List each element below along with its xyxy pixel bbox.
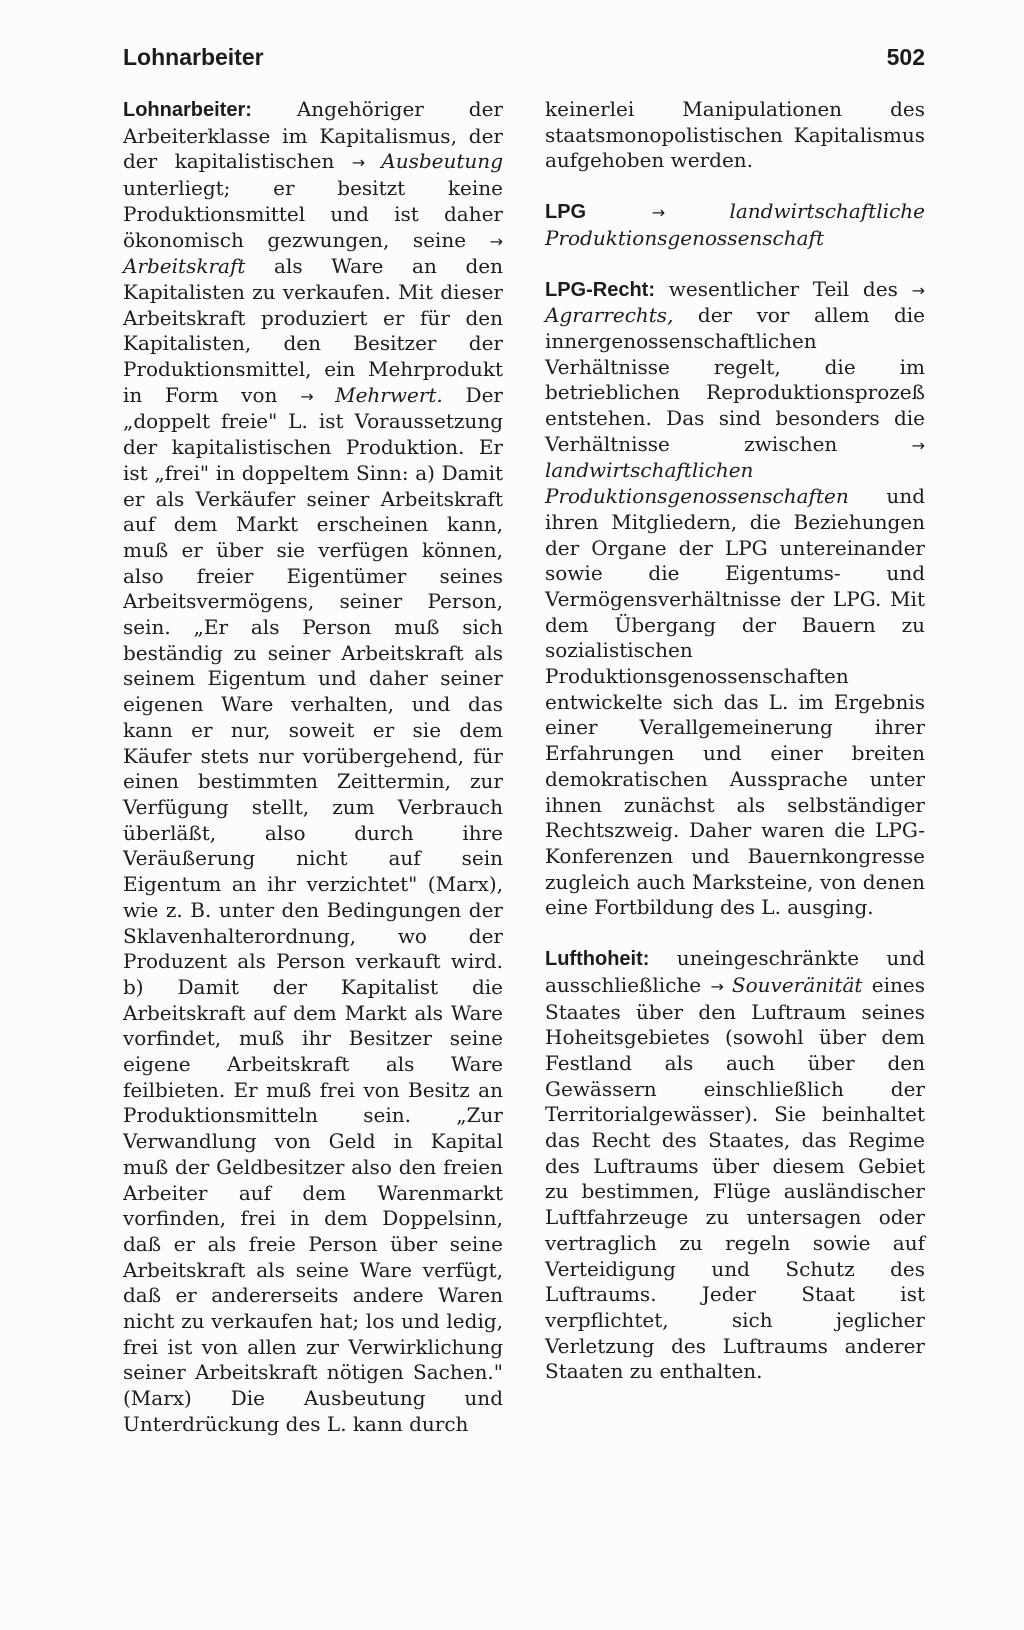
entry-text: uneingeschränkte und ausschließliche — [545, 946, 925, 997]
cross-reference-link[interactable]: Mehrwert. — [335, 382, 443, 407]
entry-text: keinerlei Manipulationen des staatsmonopolistischen Kapitalismus aufgehoben werden. — [545, 97, 925, 173]
entry-lpg — [545, 199, 925, 251]
cross-reference-arrow-icon: → — [911, 435, 925, 455]
entry-text: Angehöriger der Arbeiterklasse im Kapitalismus, der der kapitalistischen — [123, 97, 503, 174]
entry-text: und ihren Mitgliedern, die Beziehungen der Organe der LPG untereinander sowie die Eigentums- und Vermögensverhältnisse der LPG. Mit dem Übergang der Bauern zu sozialistischen Produktionsgenossenschaften entwickelte sich das L. im Ergebnis einer Verallgemeinerung ihrer Erfahrungen und einer breiten demokratischen Aussprache unter ihnen zunächst als selbständiger Rechtszweig. Daher waren die LPG-Konferenzen und Bauernkongresse zugleich auch Marksteine, von denen eine Fortbildung des L. ausging. — [545, 484, 925, 920]
cross-reference-link[interactable]: Agrarrechts, — [545, 303, 674, 328]
text-column-right — [545, 97, 925, 1410]
entry-text: eines Staates über den Luftraum seines Hoheitsgebietes (sowohl über dem Festland als auch über den Gewässern einschließlich der Territorialgewässer). Sie beinhaltet das Recht des Staates, das Regime des Luftraums über diesem Gebiet zu bestimmen, Flüge ausländischer Luftfahrzeuge zu untersagen oder vertraglich zu regeln sowie auf Verteidigung und Schutz des Luftraums. Jeder Staat ist verpflichtet, sich jeglicher Verletzung des Luftraums anderer Staaten zu enthalten. — [545, 972, 925, 1384]
entry-term: LPG-Recht: — [545, 278, 655, 301]
page-number: 502 — [886, 44, 925, 70]
entry-lufthoheit — [545, 946, 925, 1385]
page-header — [123, 44, 925, 84]
cross-reference-link[interactable]: landwirtschaftliche Produktionsgenossenschaft — [545, 199, 925, 250]
entry-term: Lohnarbeiter: — [123, 99, 252, 121]
running-head: Lohnarbeiter — [123, 44, 264, 70]
entry-text: wesentlicher Teil des — [655, 276, 912, 301]
cross-reference-arrow-icon: → — [710, 976, 732, 996]
entry-term: LPG — [545, 201, 587, 224]
entry-text: unterliegt; er besitzt keine Produktionsmittel und ist daher ökonomisch gezwungen, seine — [123, 176, 503, 252]
cross-reference-arrow-icon: → — [651, 203, 730, 223]
cross-reference-link[interactable]: Arbeitskraft — [123, 254, 246, 279]
entry-text: Der „doppelt freie" L. ist Voraussetzung der kapitalistischen Produktion. Er ist „frei" in doppeltem Sinn: a) Damit er als Verkäufer seiner Arbeitskraft auf dem Markt erscheinen kann, muß er über sie verfügen können, also freier Eigentümer seines Arbeitsvermögens, seiner Person, sein. „Er als Person muß sich beständig zu seiner Arbeitskraft als seinem Eigentum und daher seiner eigenen Ware verhalten, und das kann er nur, soweit er sie dem Käufer stets nur vorübergehend, für einen bestimmten Zeittermin, zur Verfügung stellt, zum Verbrauch überläßt, also durch ihre Veräußerung nicht auf sein Eigentum an ihr verzichtet" (Marx), wie z. B. unter den Bedingungen der Sklavenhalterordnung, wo der Produzent als Person verkauft wird. b) Damit der Kapitalist die Arbeitskraft auf dem Markt als Ware vorfindet, muß ihr Besitzer seine eigene Arbeitskraft als Ware feilbieten. Er muß frei von Besitz an Produktionsmitteln sein. „Zur Verwandlung von Geld in Kapital muß der Geldbesitzer also den freien Arbeiter auf dem Warenmarkt vorfinden, frei in dem Doppelsinn, daß er als freie Person über seine Arbeitskraft als seine Ware verfügt, daß er andererseits andere Waren nicht zu verkaufen hat; los und ledig, frei ist von allen zur Verwirklichung seiner Arbeitskraft nötigen Sachen." (Marx) Die Ausbeutung und Unterdrückung des L. kann durch — [123, 382, 503, 1436]
entry-lohnarbeiter-continued — [545, 97, 925, 174]
cross-reference-link[interactable]: landwirtschaftlichen Produktionsgenossenschaften — [545, 458, 849, 509]
cross-reference-link[interactable]: Souveränität — [731, 972, 863, 997]
cross-reference-arrow-icon: → — [489, 231, 503, 251]
cross-reference-arrow-icon: → — [300, 386, 336, 406]
entry-text: der vor allem die innergenossenschaftlichen Verhältnisse regelt, die im betrieblichen Reproduktionsprozeß entstehen. Das sind besonders die Verhältnisse zwischen — [545, 303, 925, 456]
cross-reference-link[interactable]: Ausbeutung — [381, 149, 503, 174]
text-column-left — [123, 97, 503, 1463]
entry-lohnarbeiter — [123, 97, 503, 1438]
cross-reference-arrow-icon: → — [351, 153, 382, 173]
entry-lpg-recht — [545, 277, 925, 922]
entry-text: als Ware an den Kapitalisten zu verkaufen. Mit dieser Arbeitskraft produziert er für den Kapitalisten, den Besitzer der Produktionsmittel, ein Mehrprodukt in Form von — [123, 254, 503, 407]
cross-reference-arrow-icon: → — [911, 280, 925, 300]
entry-term: Lufthoheit: — [545, 948, 650, 971]
